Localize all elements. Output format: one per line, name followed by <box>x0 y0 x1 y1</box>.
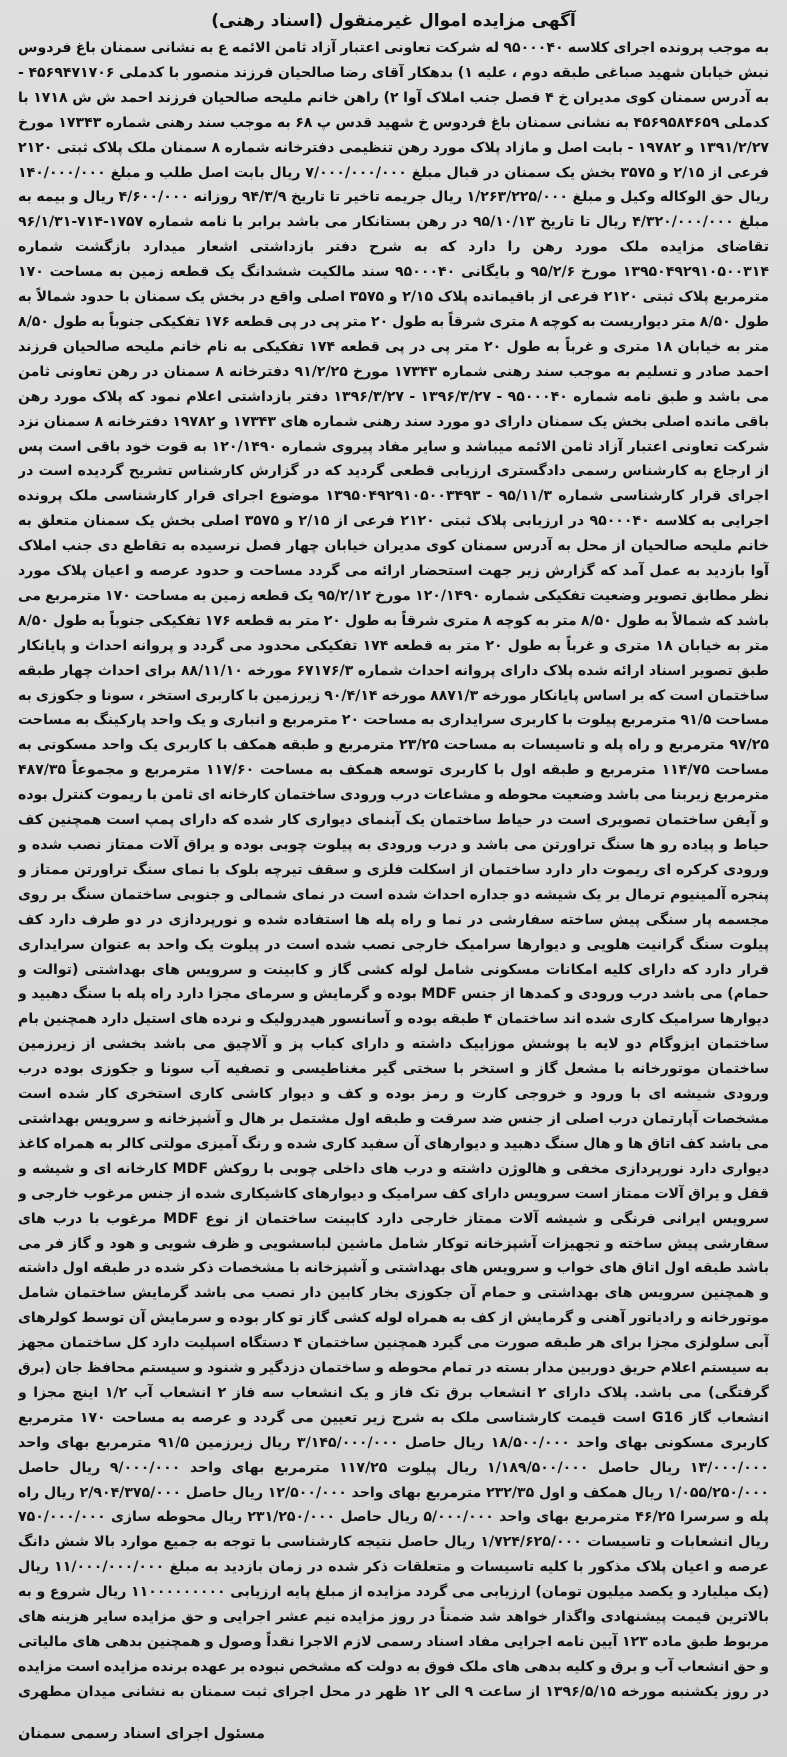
notice-footer-signature: مسئول اجرای اسناد رسمی سمنان <box>18 1726 265 1742</box>
notice-title: آگهی مزایده اموال غیرمنقول (اسناد رهنی) <box>211 11 576 31</box>
notice-body: به موجب پرونده اجرای کلاسه ۹۵۰۰۰۴۰ له شرکت تعاونی اعتبار آزاد ثامن الائمه ع به نشانی سمنان باغ فردوس نبش خیابان شهید صباغی طبقه دوم ، علیه ۱) بدهکار آقای رضا صالحیان فرزند منصور با کدملی ۴۵۶۹۴۷۱۷۰۶ - به آدرس سمنان کوی مدیران خ ۴ فصل جنب املاک آوا ۲) راهن خانم ملیحه صالحیان فرزند احمد ش ش ۱۷۱۸ با کدملی ۴۵۶۹۵۸۴۶۵۹ به نشانی سمنان باغ فردوس خ شهید قدس پ ۶۸ به موجب سند رهنی شماره ۱۷۳۴۳ مورخ ۱۳۹۱/۲/۲۷ و ۱۹۷۸۲ - بابت اصل و مازاد پلاک مورد رهن تنظیمی دفترخانه شماره ۸ سمنان ملک پلاک ثبتی ۲۱۲۰ فرعی از ۲/۱۵ و ۳۵۷۵ بخش یک سمنان در قبال مبلغ ۷/۰۰۰/۰۰۰/۰۰۰ ریال بابت اصل طلب و مبلغ ۱۴۰/۰۰۰/۰۰۰ ریال حق الوکاله وکیل و مبلغ ۱/۲۶۳/۲۲۵/۰۰۰ ریال جریمه تاخیر تا تاریخ ۹۴/۳/۹ روزانه ۴/۶۰۰/۰۰۰ ریال و بیمه به مبلغ ۴/۳۲۰/۰۰۰/۰۰۰ ریال تا تاریخ ۹۵/۱۰/۱۳ در رهن بستانکار می باشد برابر با نامه شماره ۱۷۵۷-۷۱۴-۹۶/۱/۳۱ تقاضای مزایده ملک مورد رهن را دارد که به شرح دفتر بازداشتی اشعار میدارد بازگشت شماره ۱۳۹۵۰۴۹۲۹۱۰۵۰۰۳۱۴ مورخ ۹۵/۲/۶ و بایگانی ۹۵۰۰۰۴۰ سند مالکیت ششدانگ یک قطعه زمین به مساحت ۱۷۰ مترمربع پلاک ثبتی ۲۱۲۰ فرعی از باقیمانده پلاک ۲/۱۵ و ۳۵۷۵ اصلی واقع در بخش یک سمنان با حدود شمالاً به طول ۸/۵۰ متر دیواریست به کوچه ۸ متری شرقاً به طول ۲۰ متر پی در پی قطعه ۱۷۶ تفکیکی جنوباً به طول ۸/۵۰ متر به خیابان ۱۸ متری و غرباً به طول ۲۰ متر پی در پی قطعه ۱۷۴ تفکیکی به نام خانم ملیحه صالحیان فرزند احمد صادر و تسلیم به موجب سند رهنی شماره ۱۷۳۴۳ مورخ ۹۱/۲/۲۵ دفترخانه ۸ سمنان در رهن تعاونی ثامن می باشد و طبق نامه شماره ۹۵۰۰۰۴۰ - ۱۳۹۶/۳/۲۷ - ۱۳۹۶/۳/۲۷ دفتر بازداشتی اعلام نمود که پلاک مورد رهن باقی مانده اصلی بخش یک سمنان دارای دو مورد سند رهنی شماره های ۱۷۳۴۳ و ۱۹۷۸۲ دفترخانه ۸ سمنان نزد شرکت تعاونی اعتبار آزاد ثامن الائمه میباشد و سایر مفاد پیروی شماره ۱۲۰/۱۴۹۰ به قوت خود باقی است پس از ارجاع به کارشناس رسمی دادگستری ارزیابی قطعی گردید که در گزارش کارشناس تشریح گردیده است در اجرای قرار کارشناسی شماره ۹۵/۱۱/۳ - ۱۳۹۵۰۴۹۲۹۱۰۵۰۰۳۴۹۳ موضوع اجرای قرار کارشناسی ملک پرونده اجرایی به کلاسه ۹۵۰۰۰۴۰ در ارزیابی پلاک ثبتی ۲۱۲۰ فرعی از ۲/۱۵ و ۳۵۷۵ اصلی بخش یک سمنان متعلق به خانم ملیحه صالحیان از محل به آدرس سمنان کوی مدیران خیابان چهار فصل نرسیده به تقاطع دی جنب املاک آوا بازدید به عمل آمد که گزارش زیر جهت استحضار ارائه می گردد مساحت و حدود عرصه و اعیان پلاک مورد نظر مطابق تصویر وضعیت تفکیکی شماره ۱۲۰/۱۴۹۰ مورخ ۹۵/۲/۱۲ یک قطعه زمین به مساحت ۱۷۰ مترمربع می باشد که شمالاً به طول ۸/۵۰ متر به کوچه ۸ متری شرقاً به طول ۲۰ متر به قطعه ۱۷۶ تفکیکی جنوباً به طول ۸/۵۰ متر به خیابان ۱۸ متری و غرباً به طول ۲۰ متر به قطعه ۱۷۴ تفکیکی محدود می گردد و پروانه احداث و پایانکار طبق تصویر اسناد ارائه شده پلاک دارای پروانه احداث شماره ۶۷۱۷۶/۳ مورخه ۸۸/۱۱/۱۰ برای احداث چهار طبقه ساختمان است که بر اساس پایانکار مورخه ۸۸۷۱/۳ مورخه ۹۰/۴/۱۴ زیرزمین با کاربری استخر ، سونا و جکوزی به مساحت ۹۱/۵ مترمربع پیلوت با کاربری سرایداری به مساحت ۲۰ مترمربع و انباری و یک واحد پارکینگ به مساحت ۹۷/۲۵ مترمربع و راه پله و تاسیسات به مساحت ۲۳/۲۵ مترمربع و طبقه همکف با کاربری یک واحد مسکونی به مساحت ۱۱۴/۷۵ مترمربع و طبقه اول با کاربری توسعه همکف به مساحت ۱۱۷/۶۰ مترمربع و مجموعاً ۴۸۷/۳۵ مترمربع زیربنا می باشد وضعیت محوطه و مشاعات درب ورودی ساختمان کارخانه ای ثامن با ریموت کنترل بوده و آیفن ساختمان تصویری است در حیاط ساختمان یک آبنمای دیواری کار شده که دارای پمپ است همچنین کف حیاط و پیاده رو ها سنگ تراورتن می باشد و درب ورودی به پیلوت چوبی بوده و یراق آلات ممتاز نصب شده و ورودی کرکره ای ریموت دار دارد ساختمان از اسکلت فلزی و سقف تیرچه بلوک با نمای سنگ تراورتن ممتاز و پنجره آلمینیوم ترمال بر یک شیشه دو جداره احداث شده است در نمای شمالی و جنوبی ساختمان سنگ بر روی مجسمه پار سنگی پیش ساخته سفارشی در نما و راه پله ها استفاده شده و نورپردازی در دو طرف دارد کف پیلوت سنگ گرانیت هلویی و دیوارها سرامیک خارجی نصب شده است در پیلوت یک واحد به عنوان سرایداری قرار دارد که دارای کلیه امکانات مسکونی شامل لوله کشی گاز و کابینت و سرویس های بهداشتی (توالت و حمام) می باشد درب ورودی و کمدها از جنس MDF بوده و گرمایش و سرمای مجزا دارد راه پله با سنگ دهبید و دیوارها سرامیک کاری شده اند ساختمان ۴ طبقه بوده و آسانسور هیدرولیک و نرده های استیل دارد همچنین بام ساختمان ایزوگام دو لایه با پوشش موزاییک داشته و دارای کباب پز و آلاچیق می باشد بخشی از زیرزمین ساختمان موتورخانه با مشعل گاز و استخر با سختی گیر مغناطیسی و تصفیه آب سونا و جکوزی بوده درب ورودی شیشه ای با ورود و خروجی کارت و رمز بوده و کف و دیوار کاشی کاری استخری کار شده است مشخصات آپارتمان درب اصلی از جنس ضد سرقت و طبقه اول مشتمل بر هال و آشپزخانه و سرویس بهداشتی می باشد کف اتاق ها و هال سنگ دهبید و دیوارهای آن سفید کاری شده و رنگ آمیزی مولتی کالر به همراه کاغذ دیواری دارد نورپردازی مخفی و هالوژن داشته و درب های داخلی چوبی با روکش MDF کارخانه ای و شیشه و قفل و یراق آلات ممتاز است سرویس دارای کف سرامیک و دیوارهای کاشیکاری شده از جنس مرغوب خارجی و سرویس ایرانی فرنگی و شیشه آلات ممتاز خارجی دارد کابینت ساختمان از نوع MDF مرغوب با درب های سفارشی پیش ساخته و تجهیزات آشپزخانه توکار شامل ماشین لباسشویی و ظرف شویی و هود و گاز فر می باشد طبقه اول اتاق های خواب و سرویس های بهداشتی و آشپزخانه با مشخصات ذکر شده در طبقه اول داشته و همچنین سرویس های بهداشتی و حمام آن جکوزی بخار کابین دار نصب می باشد گرمایش ساختمان شامل موتورخانه و رادیاتور آهنی و گرمایش از کف به همراه لوله کشی گاز تو کار بوده و سرمایش آن توسط کولرهای آبی سلولزی مجزا برای هر طبقه صورت می گیرد همچنین ساختمان ۴ دستگاه اسپلیت دارد کل ساختمان مجهز به سیستم اعلام حریق دوربین مدار بسته در تمام محوطه و ساختمان دزدگیر و شنود و سیستم محافظ جان (برق گرفتگی) می باشد. پلاک دارای ۲ انشعاب برق تک فاز و یک انشعاب سه فاز ۲ انشعاب آب ۱/۲ اینچ مجزا و انشعاب گاز G16 است قیمت کارشناسی ملک به شرح زیر تعیین می گردد و عرصه به مساحت ۱۷۰ مترمربع کاربری مسکونی بهای واحد ۱۸/۵۰۰/۰۰۰ ریال حاصل ۳/۱۴۵/۰۰۰/۰۰۰ ریال زیرزمین ۹۱/۵ مترمربع بهای واحد ۱۳/۰۰۰/۰۰۰ ریال حاصل ۱/۱۸۹/۵۰۰/۰۰۰ ریال پیلوت ۱۱۷/۲۵ مترمربع بهای واحد ۹/۰۰۰/۰۰۰ ریال حاصل ۱/۰۵۵/۲۵۰/۰۰۰ ریال همکف و اول ۲۳۲/۳۵ مترمربع بهای واحد ۱۲/۵۰۰/۰۰۰ ریال حاصل ۲/۹۰۴/۳۷۵/۰۰۰ ریال راه پله و سرسرا ۴۶/۲۵ مترمربع بهای واحد ۵/۰۰۰/۰۰۰ ریال حاصل ۲۳۱/۲۵۰/۰۰۰ ریال محوطه سازی ۷۵۰/۰۰۰/۰۰۰ ریال انشعابات و تاسیسات ۱/۷۲۴/۶۲۵/۰۰۰ ریال حاصل نتیجه کارشناسی با توجه به جمیع موارد بالا شش دانگ عرصه و اعیان پلاک مذکور با کلیه تاسیسات و متعلقات ذکر شده در زمان بازدید به مبلغ ۱۱/۰۰۰/۰۰۰/۰۰۰ ریال (یک میلیارد و یکصد میلیون تومان) ارزیابی می گردد مزایده از مبلغ پایه ارزیابی ۱۱۰۰۰۰۰۰۰۰۰ ریال شروع و به بالاترین قیمت پیشنهادی واگذار خواهد شد ضمناً در روز مزایده نیم عشر اجرایی و حق مزایده سایر هزینه های مربوط طبق ماده ۱۲۳ آیین نامه اجرایی مفاد اسناد رسمی لازم الاجرا نقداً وصول و همچنین بدهی های مالیاتی و حق انشعاب آب و برق و کلیه بدهی های ملک فوق به دولت که مشخص نبوده بر عهده برنده مزایده است مزایده در روز یکشنبه مورخه ۱۳۹۶/۵/۱۵ از ساعت ۹ الی ۱۲ ظهر در محل اجرای ثبت سمنان به نشانی میدان مطهری <box>18 40 769 1700</box>
